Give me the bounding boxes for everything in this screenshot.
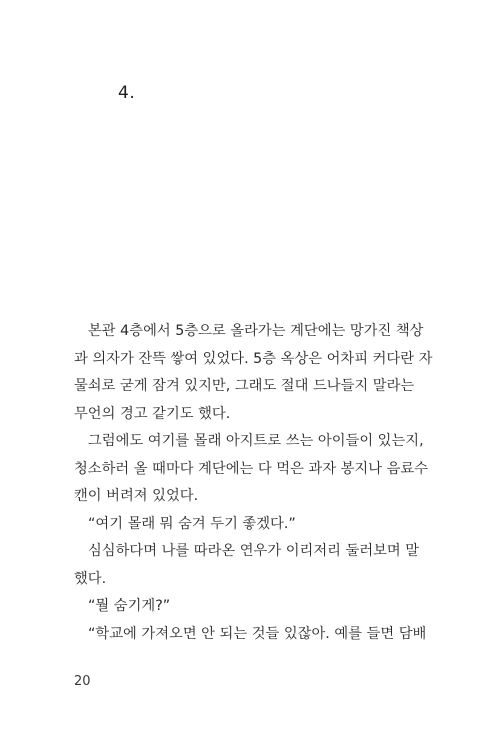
text-line: “뭘 숨기게?” <box>88 598 171 614</box>
text-line: 본관 4층에서 5층으로 올라가는 계단에는 망가진 책상 <box>88 323 424 339</box>
paragraph <box>74 511 404 539</box>
paragraph <box>74 318 433 428</box>
text-line: 물쇠로 굳게 잠겨 있지만, 그래도 절대 드나들지 말라는 <box>74 378 415 394</box>
text-line: 그럼에도 여기를 몰래 아지트로 쓰는 아이들이 있는지, <box>88 433 424 449</box>
paragraph <box>74 621 427 649</box>
text-line: 과 의자가 잔뜩 쌓여 있었다. 5층 옥상은 어차피 커다란 자 <box>74 350 433 367</box>
text-line: 했다. <box>74 570 107 587</box>
text-line: “여기 몰래 뭐 숨겨 두기 좋겠다.” <box>88 515 296 532</box>
paragraph <box>74 538 420 593</box>
text-line: “학교에 가져오면 안 되는 것들 있잖아. 예를 들면 담배 <box>88 625 427 642</box>
paragraph <box>74 593 404 621</box>
text-line: 캔이 버려져 있었다. <box>74 488 199 504</box>
text-line: 청소하러 올 때마다 계단에는 다 먹은 과자 봉지나 음료수 <box>74 460 429 477</box>
chapter-number: 4. <box>118 83 136 103</box>
text-line: 심심하다며 나를 따라온 연우가 이리저리 둘러보며 말 <box>88 543 420 559</box>
body-text <box>74 318 433 648</box>
page-number: 20 <box>74 674 91 689</box>
text-line: 무언의 경고 같기도 했다. <box>74 405 231 422</box>
paragraph <box>74 428 429 511</box>
